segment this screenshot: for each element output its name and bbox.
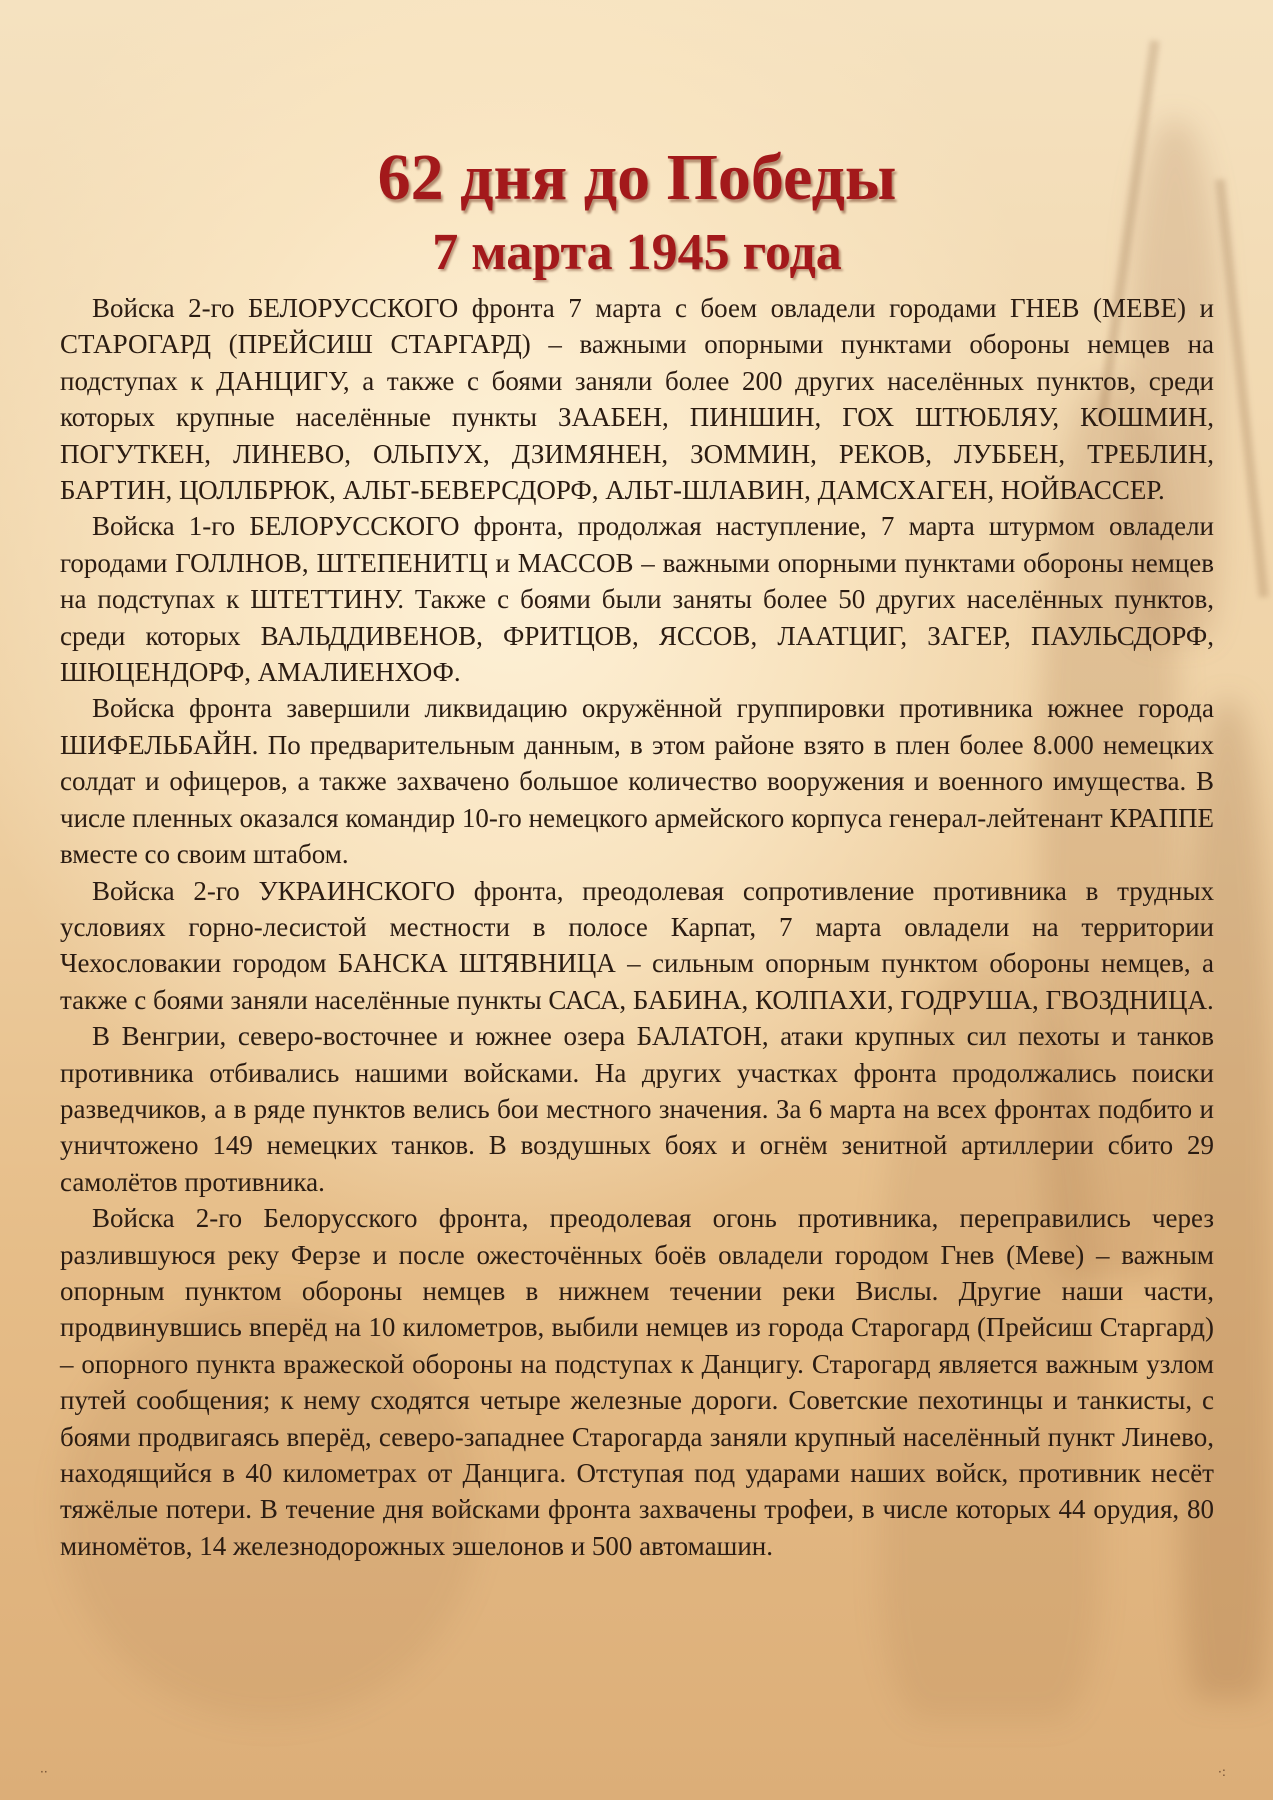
paragraph-2nd-ukrainian-front: Войска 2-го УКРАИНСКОГО фронта, преодолевая сопротивление противника в трудных условиях горно-лесистой местности в полосе Карпат, 7 марта овладели на территории Чехословакии городом БАНСКА ШТЯВНИЦА – сильным опорным пунктом обороны немцев, а также с боями заняли населённые пункты САСА, БАБИНА, КОЛПАХИ, ГОДРУША, ГВОЗДНИЦА. xyxy=(60,875,1214,1015)
corner-mark: ·· xyxy=(40,1765,48,1779)
paragraph-gniew-starogard-details: Войска 2-го Белорусского фронта, преодолевая огонь противника, переправились через разлившуюся реку Ферзе и после ожесточённых боёв овладели городом Гнев (Меве) – важным опорным пунктом обороны немцев в нижнем течении реки Вислы. Другие наши части, продвинувшись вперёд на 10 километров, выбили немцев из города Старогард (Прейсиш Старгард) – опорного пункта вражеской обороны на подступах к Данцигу. Старогард является важным узлом путей сообщения; к нему сходятся четыре железные дороги. Советские пехотинцы и танкисты, с боями продвигаясь вперёд, северо-западнее Старогарда заняли крупный населённый пункт Линево, находящийся в 40 километрах от Данцига. Отступая под ударами наших войск, противник несёт тяжёлые потери. В течение дня войсками фронта захвачены трофеи, в числе которых 44 орудия, 80 миномётов, 14 железнодорожных эшелонов и 500 автомашин. xyxy=(60,1203,1214,1561)
paragraph-hungary-balaton: В Венгрии, северо-восточнее и южнее озера БАЛАТОН, атаки крупных сил пехоты и танков противника отбивались нашими войсками. На других участках фронта продолжались поиски разведчиков, а в ряде пунктов велись бои местного значения. За 6 марта на всех фронтах подбито и уничтожено 149 немецких танков. В воздушных боях и огнём зенитной артиллерии сбито 29 самолётов противника. xyxy=(60,1021,1214,1197)
paragraph-2nd-belorussian-front: Войска 2-го БЕЛОРУССКОГО фронта 7 марта с боем овладели городами ГНЕВ (МЕВЕ) и СТАРОГАРД (ПРЕЙСИШ СТАРГАРД) – важными опорными пунктами обороны немцев на подступах к ДАНЦИГУ, а также с боями заняли более 200 других населённых пунктов, среди которых крупные населённые пункты ЗААБЕН, ПИНШИН, ГОХ ШТЮБЛЯУ, КОШМИН, ПОГУТКЕН, ЛИНЕВО, ОЛЬПУХ, ДЗИМЯНЕН, ЗОММИН, РЕКОВ, ЛУББЕН, ТРЕБЛИН, БАРТИН, ЦОЛЛБРЮК, АЛЬТ-БЕВЕРСДОРФ, АЛЬТ-ШЛАВИН, ДАМСХАГЕН, НОЙВАССЕР. xyxy=(60,293,1214,506)
paragraph-1st-belorussian-front: Войска 1-го БЕЛОРУССКОГО фронта, продолжая наступление, 7 марта штурмом овладели городами ГОЛЛНОВ, ШТЕПЕНИТЦ и МАССОВ – важными опорными пунктами обороны немцев на подступах к ШТЕТТИНУ. Также с боями были заняты более 50 других населённых пунктов, среди которых ВАЛЬДДИВЕНОВ, ФРИТЦОВ, ЯССОВ, ЛААТЦИГ, ЗАГЕР, ПАУЛЬСДОРФ, ШЮЦЕНДОРФ, АМАЛИЕНХОФ. xyxy=(60,511,1214,688)
document-content xyxy=(60,140,1214,1564)
background-rifle-shape xyxy=(1215,179,1269,598)
page-date-heading: 7 марта 1945 года xyxy=(432,224,842,281)
corner-mark: ·: xyxy=(1218,1765,1226,1779)
paragraph-schivelbein-encirclement: Войска фронта завершили ликвидацию окружённой группировки противника южнее города ШИФЕЛЬБАЙН. По предварительным данным, в этом районе взято в плен более 8.000 немецких солдат и офицеров, а также захвачено большое количество вооружения и военного имущества. В числе пленных оказался командир 10-го немецкого армейского корпуса генерал-лейтенант КРАППЕ вместе со своим штабом. xyxy=(60,693,1214,870)
page-title: 62 дня до Победы xyxy=(377,141,897,214)
